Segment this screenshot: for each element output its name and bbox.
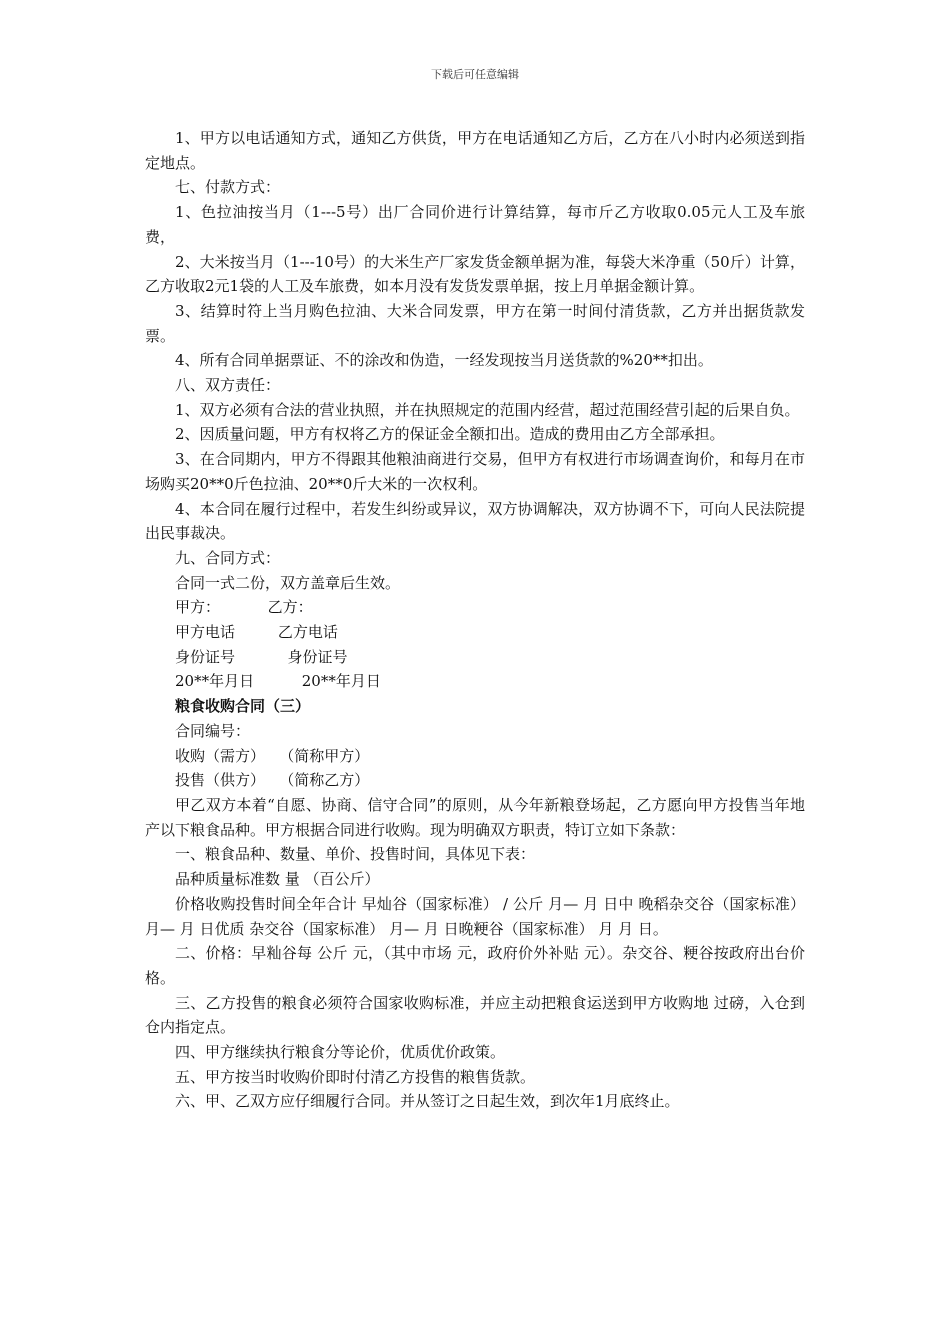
contract-preamble: 甲乙双方本着“自愿、协商、信守合同”的原则，从今年新粮登场起，乙方愿向甲方投售当年地产以下粮食品种。甲方根据合同进行收购。现为明确双方职责，特订立如下条款： <box>145 795 805 839</box>
signature-id-line: 身份证号 身份证号 <box>175 647 348 666</box>
signature-date-line: 20**年月日 20**年月日 <box>175 672 381 691</box>
contract-title: 粮食收购合同（三） <box>175 697 311 716</box>
payment-clause-settlement: 3、结算时符上当月购色拉油、大米合同发票，甲方在第一时间付清货款，乙方并出据货款发票。 <box>145 301 805 345</box>
responsibility-clause-exclusive: 3、在合同期内，甲方不得跟其他粮油商进行交易，但甲方有权进行市场调查询价，和每月在市场购买20**0斤色拉油、20**0斤大米的一次权利。 <box>145 450 805 493</box>
contract-number-line: 合同编号： <box>175 721 251 740</box>
section-heading-payment: 七、付款方式： <box>175 178 281 197</box>
signature-parties-line: 甲方： 乙方： <box>175 598 313 617</box>
payment-clause-rice: 2、大米按当月（1---10号）的大米生产厂家发货金额单据为准，每袋大米净重（50斤）计算，乙方收取2元1袋的人工及车旅费，如本月没有发货发票单据，按上月单据金额计算。 <box>145 252 805 296</box>
clause-grading: 四、甲方继续执行粮食分等论价，优质优价政策。 <box>175 1043 506 1062</box>
clause-delivery-notice: 1、甲方以电话通知方式，通知乙方供货，甲方在电话通知乙方后，乙方在八小时内必须送到指定地点。 <box>145 129 805 172</box>
grain-table-header: 品种质量标准数 量 （百公斤） <box>175 870 380 889</box>
responsibility-clause-quality: 2、因质量问题，甲方有权将乙方的保证金全额扣出。造成的费用由乙方全部承担。 <box>175 425 725 444</box>
section-heading-contract-form: 九、合同方式： <box>175 548 281 567</box>
document-body <box>145 126 810 1114</box>
buyer-line: 收购（需方） （简称甲方） <box>175 746 370 765</box>
clause-standard: 三、乙方投售的粮食必须符合国家收购标准，并应主动把粮食运送到甲方收购地 过磅，入仓到仓内指定点。 <box>145 993 805 1037</box>
clause-term: 六、甲、乙双方应仔细履行合同。并从签订之日起生效，到次年1月底终止。 <box>175 1092 680 1111</box>
payment-clause-forgery: 4、所有合同单据票证、不的涂改和伪造，一经发现按当月送货款的%20**扣出。 <box>175 351 713 370</box>
clause-grain-varieties: 一、粮食品种、数量、单价、投售时间，具体见下表： <box>175 845 536 864</box>
seller-line: 投售（供方） （简称乙方） <box>175 771 370 790</box>
clause-payment-settlement: 五、甲方按当时收购价即时付清乙方投售的粮售货款。 <box>175 1067 536 1086</box>
payment-clause-oil: 1、色拉油按当月（1---5号）出厂合同价进行计算结算，每市斤乙方收取0.05元人工及车旅费， <box>145 203 805 246</box>
responsibility-clause-dispute: 4、本合同在履行过程中，若发生纠纷或异议，双方协调解决，双方协调不下，可向人民法院提出民事裁决。 <box>145 499 805 543</box>
section-heading-responsibility: 八、双方责任： <box>175 376 281 395</box>
clause-price: 二、价格：早籼谷每 公斤 元，（其中市场 元，政府价外补贴 元）。杂交谷、粳谷按政府出台价格。 <box>145 944 805 987</box>
header-note: 下载后可任意编辑 <box>431 68 519 81</box>
contract-copies-line: 合同一式二份，双方盖章后生效。 <box>175 573 401 592</box>
responsibility-clause-license: 1、双方必须有合法的营业执照，并在执照规定的范围内经营，超过范围经营引起的后果自负。 <box>175 400 800 419</box>
grain-table-content: 价格收购投售时间全年合计 早灿谷（国家标准） / 公斤 月— 月 日中 晚稻杂交谷（国家标准） 月— 月 日优质 杂交谷（国家标准） 月— 月 日晚粳谷（国家标准） 月 月 日。 <box>145 894 810 938</box>
signature-phone-line: 甲方电话 乙方电话 <box>175 623 338 642</box>
